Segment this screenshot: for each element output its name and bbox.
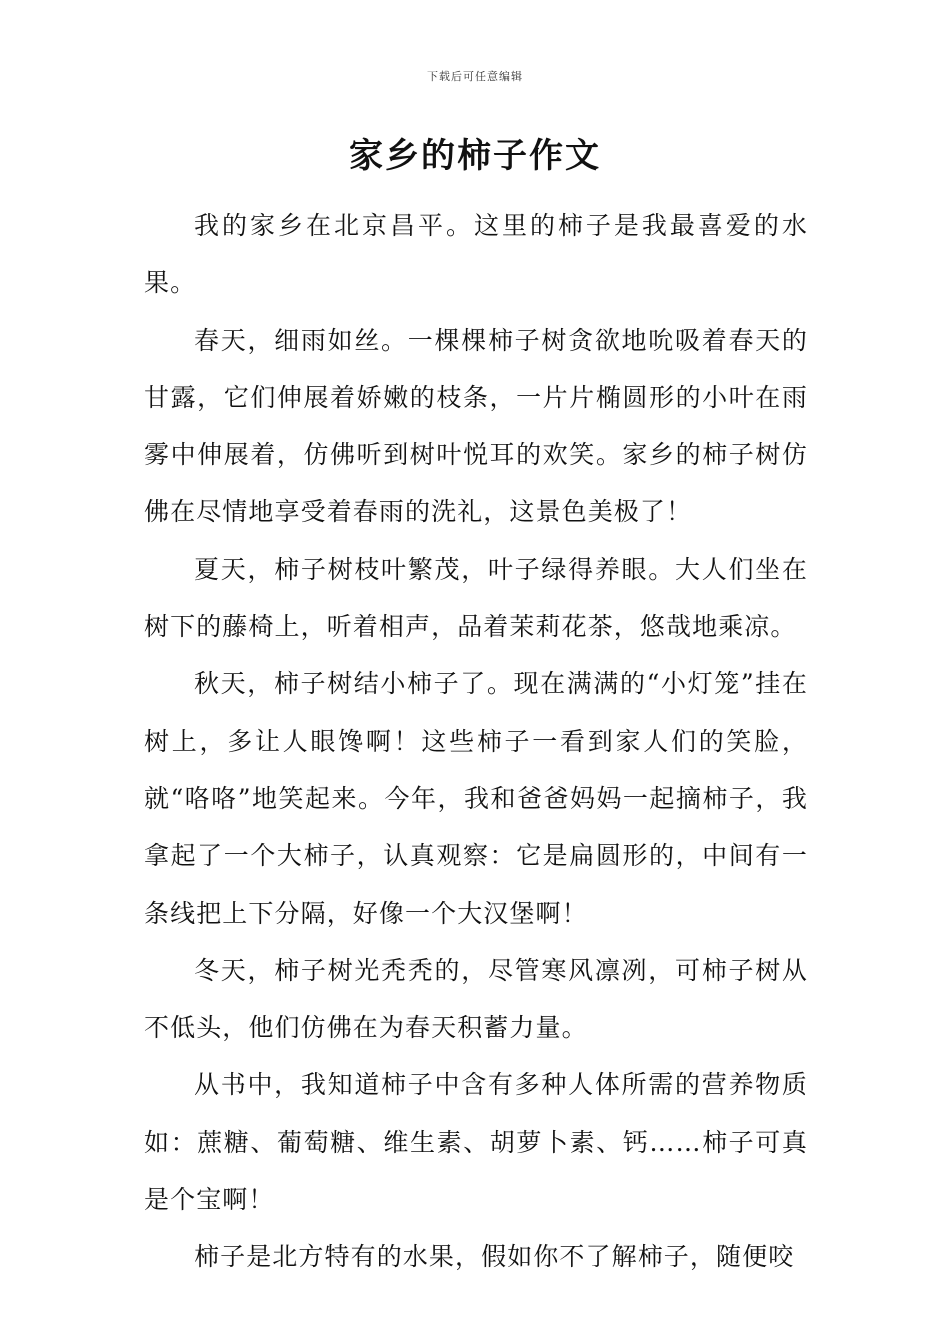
paragraph-winter: 冬天，柿子树光秃秃的，尽管寒风凛冽，可柿子树从不低头，他们仿佛在为春天积蓄力量。 [144,955,808,1043]
document-title: 家乡的柿子作文 [349,136,601,176]
paragraph-intro: 我的家乡在北京昌平。这里的柿子是我最喜爱的水果。 [144,211,808,298]
paragraph-closing: 柿子是北方特有的水果，假如你不了解柿子，随便咬 [194,1242,795,1272]
paragraph-spring: 春天，细雨如丝。一棵棵柿子树贪欲地吮吸着春天的甘露，它们伸展着娇嫩的枝条，一片片椭圆形的小叶在雨雾中伸展着，仿佛听到树叶悦耳的欢笑。家乡的柿子树仿佛在尽情地享受着春雨的洗礼，这景色美极了！ [144,325,808,527]
paragraph-nutrition: 从书中，我知道柿子中含有多种人体所需的营养物质如：蔗糖、葡萄糖、维生素、胡萝卜素、钙……柿子可真是个宝啊！ [144,1070,808,1215]
document-body [144,197,808,1286]
header-note: 下载后可任意编辑 [427,70,523,83]
paragraph-summer: 夏天，柿子树枝叶繁茂，叶子绿得养眼。大人们坐在树下的藤椅上，听着相声，品着茉莉花茶，悠哉地乘凉。 [144,554,808,642]
paragraph-autumn: 秋天，柿子树结小柿子了。现在满满的“小灯笼”挂在树上，多让人眼馋啊！这些柿子一看到家人们的笑脸，就“咯咯”地笑起来。今年，我和爸爸妈妈一起摘柿子，我拿起了一个大柿子，认真观察：它是扁圆形的，中间有一条线把上下分隔，好像一个大汉堡啊！ [144,669,808,928]
